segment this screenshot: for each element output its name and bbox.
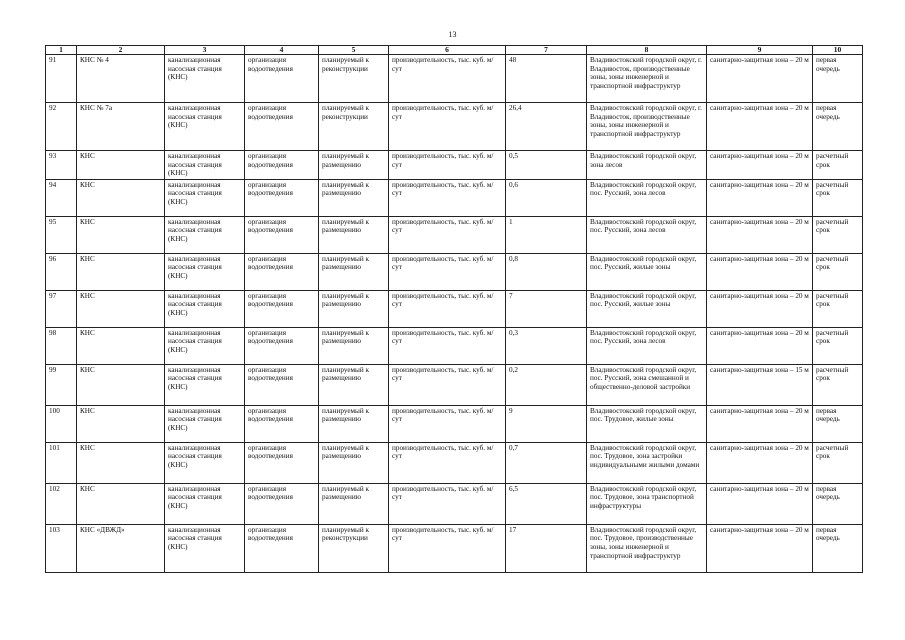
stage-text: расчетный срок [813,442,863,483]
location-text: Владивостокский городской округ, зона лесов [587,151,707,180]
parameter-name: производительность, тыс. куб. м/сут [389,55,506,103]
column-header: 3 [165,46,245,55]
location-text: Владивостокский городской округ, пос. Трудовое, производственные зоны, зоны инженерной и транспортной инфраструктур [587,524,707,572]
parameter-name: производительность, тыс. куб. м/сут [389,405,506,442]
facility-name: КНС [77,216,165,253]
row-number: 102 [46,483,77,524]
stage-text: первая очередь [813,405,863,442]
zone-text: санитарно-защитная зона – 20 м [707,103,813,151]
stage-text: расчетный срок [813,179,863,216]
row-number: 95 [46,216,77,253]
facility-status: планируемый к размещению [319,290,389,327]
facility-name: КНС № 7а [77,103,165,151]
table-row [46,442,863,483]
facilities-table [45,45,863,573]
facility-type: канализационная насосная станция (КНС) [165,442,245,483]
facility-status: планируемый к реконструкции [319,55,389,103]
row-number: 92 [46,103,77,151]
parameter-value: 7 [506,290,587,327]
stage-text: расчетный срок [813,216,863,253]
table-row [46,405,863,442]
location-text: Владивостокский городской округ, пос. Русский, зона лесов [587,216,707,253]
facility-name: КНС [77,364,165,405]
table-row [46,253,863,290]
row-number: 103 [46,524,77,572]
zone-text: санитарно-защитная зона – 20 м [707,524,813,572]
facility-status: планируемый к размещению [319,253,389,290]
facility-type: канализационная насосная станция (КНС) [165,151,245,180]
facility-name: КНС [77,290,165,327]
facility-status: планируемый к размещению [319,216,389,253]
parameter-value: 6,5 [506,483,587,524]
facility-status: планируемый к реконструкции [319,524,389,572]
row-number: 97 [46,290,77,327]
column-header: 7 [506,46,587,55]
parameter-value: 0,2 [506,364,587,405]
row-number: 101 [46,442,77,483]
parameter-name: производительность, тыс. куб. м/сут [389,179,506,216]
stage-text: расчетный срок [813,290,863,327]
parameter-name: производительность, тыс. куб. м/сут [389,253,506,290]
facility-type: канализационная насосная станция (КНС) [165,290,245,327]
facility-status: планируемый к размещению [319,179,389,216]
facility-type: канализационная насосная станция (КНС) [165,364,245,405]
facility-status: планируемый к размещению [319,442,389,483]
zone-text: санитарно-защитная зона – 20 м [707,405,813,442]
stage-text: первая очередь [813,55,863,103]
facility-purpose: организация водоотведения [245,442,319,483]
table-row [46,483,863,524]
column-header: 2 [77,46,165,55]
facility-type: канализационная насосная станция (КНС) [165,327,245,364]
facility-type: канализационная насосная станция (КНС) [165,55,245,103]
stage-text: расчетный срок [813,364,863,405]
location-text: Владивостокский городской округ, пос. Русский, жилые зоны [587,290,707,327]
parameter-value: 0,6 [506,179,587,216]
facility-purpose: организация водоотведения [245,103,319,151]
stage-text: первая очередь [813,483,863,524]
parameter-name: производительность, тыс. куб. м/сут [389,216,506,253]
facility-name: КНС [77,442,165,483]
facility-status: планируемый к размещению [319,327,389,364]
location-text: Владивостокский городской округ, пос. Русский, жилые зоны [587,253,707,290]
column-header: 8 [587,46,707,55]
row-number: 98 [46,327,77,364]
row-number: 96 [46,253,77,290]
parameter-value: 0,5 [506,151,587,180]
facility-type: канализационная насосная станция (КНС) [165,253,245,290]
table-row [46,179,863,216]
location-text: Владивостокский городской округ, пос. Русский, зона лесов [587,327,707,364]
zone-text: санитарно-защитная зона – 20 м [707,216,813,253]
column-header: 9 [707,46,813,55]
location-text: Владивостокский городской округ, г. Владивосток, производственные зоны, зоны инженерной и транспортной инфраструктур [587,55,707,103]
zone-text: санитарно-защитная зона – 20 м [707,253,813,290]
facility-name: КНС «ДВЖД» [77,524,165,572]
table-row [46,103,863,151]
facility-status: планируемый к размещению [319,151,389,180]
parameter-name: производительность, тыс. куб. м/сут [389,151,506,180]
facility-purpose: организация водоотведения [245,253,319,290]
header-row [46,46,863,55]
stage-text: расчетный срок [813,253,863,290]
location-text: Владивостокский городской округ, пос. Трудовое, зона застройки индивидуальными жилыми домами [587,442,707,483]
facility-name: КНС № 4 [77,55,165,103]
row-number: 100 [46,405,77,442]
facility-name: КНС [77,405,165,442]
zone-text: санитарно-защитная зона – 20 м [707,151,813,180]
stage-text: расчетный срок [813,151,863,180]
facility-type: канализационная насосная станция (КНС) [165,103,245,151]
stage-text: расчетный срок [813,327,863,364]
location-text: Владивостокский городской округ, г. Владивосток, производственные зоны, зоны инженерной и транспортной инфраструктур [587,103,707,151]
column-header: 5 [319,46,389,55]
facility-purpose: организация водоотведения [245,151,319,180]
table-row [46,216,863,253]
parameter-value: 9 [506,405,587,442]
row-number: 99 [46,364,77,405]
facility-name: КНС [77,327,165,364]
table-row [46,364,863,405]
column-header: 1 [46,46,77,55]
column-header: 6 [389,46,506,55]
facility-purpose: организация водоотведения [245,327,319,364]
parameter-name: производительность, тыс. куб. м/сут [389,327,506,364]
facility-name: КНС [77,483,165,524]
row-number: 91 [46,55,77,103]
parameter-name: производительность, тыс. куб. м/сут [389,364,506,405]
facility-purpose: организация водоотведения [245,524,319,572]
facility-purpose: организация водоотведения [245,55,319,103]
facility-type: канализационная насосная станция (КНС) [165,405,245,442]
parameter-value: 0,3 [506,327,587,364]
parameter-value: 0,7 [506,442,587,483]
facility-status: планируемый к размещению [319,405,389,442]
facility-name: КНС [77,253,165,290]
facility-name: КНС [77,151,165,180]
parameter-value: 1 [506,216,587,253]
facility-status: планируемый к размещению [319,364,389,405]
facility-purpose: организация водоотведения [245,179,319,216]
row-number: 94 [46,179,77,216]
column-header: 10 [813,46,863,55]
parameter-name: производительность, тыс. куб. м/сут [389,483,506,524]
zone-text: санитарно-защитная зона – 20 м [707,327,813,364]
facility-purpose: организация водоотведения [245,290,319,327]
table-row [46,55,863,103]
facility-purpose: организация водоотведения [245,405,319,442]
parameter-value: 0,8 [506,253,587,290]
location-text: Владивостокский городской округ, пос. Трудовое, зона транспортной инфраструктуры [587,483,707,524]
location-text: Владивостокский городской округ, пос. Русский, зона лесов [587,179,707,216]
zone-text: санитарно-защитная зона – 20 м [707,483,813,524]
table-row [46,151,863,180]
facility-status: планируемый к размещению [319,483,389,524]
parameter-name: производительность, тыс. куб. м/сут [389,524,506,572]
zone-text: санитарно-защитная зона – 20 м [707,55,813,103]
facility-name: КНС [77,179,165,216]
column-header: 4 [245,46,319,55]
parameter-value: 26,4 [506,103,587,151]
zone-text: санитарно-защитная зона – 20 м [707,290,813,327]
facility-status: планируемый к реконструкции [319,103,389,151]
location-text: Владивостокский городской округ, пос. Трудовое, жилые зоны [587,405,707,442]
facility-purpose: организация водоотведения [245,364,319,405]
parameter-value: 48 [506,55,587,103]
facility-type: канализационная насосная станция (КНС) [165,483,245,524]
facility-purpose: организация водоотведения [245,483,319,524]
facility-purpose: организация водоотведения [245,216,319,253]
parameter-name: производительность, тыс. куб. м/сут [389,290,506,327]
page-number: 13 [448,30,457,39]
zone-text: санитарно-защитная зона – 20 м [707,442,813,483]
parameter-name: производительность, тыс. куб. м/сут [389,442,506,483]
location-text: Владивостокский городской округ, пос. Русский, зона смешанной и общественно-деловой застройки [587,364,707,405]
row-number: 93 [46,151,77,180]
table-row [46,290,863,327]
facility-type: канализационная насосная станция (КНС) [165,179,245,216]
zone-text: санитарно-защитная зона – 15 м [707,364,813,405]
facility-type: канализационная насосная станция (КНС) [165,216,245,253]
parameter-name: производительность, тыс. куб. м/сут [389,103,506,151]
zone-text: санитарно-защитная зона – 20 м [707,179,813,216]
parameter-value: 17 [506,524,587,572]
table-row [46,524,863,572]
facility-type: канализационная насосная станция (КНС) [165,524,245,572]
stage-text: первая очередь [813,103,863,151]
table-row [46,327,863,364]
stage-text: первая очередь [813,524,863,572]
